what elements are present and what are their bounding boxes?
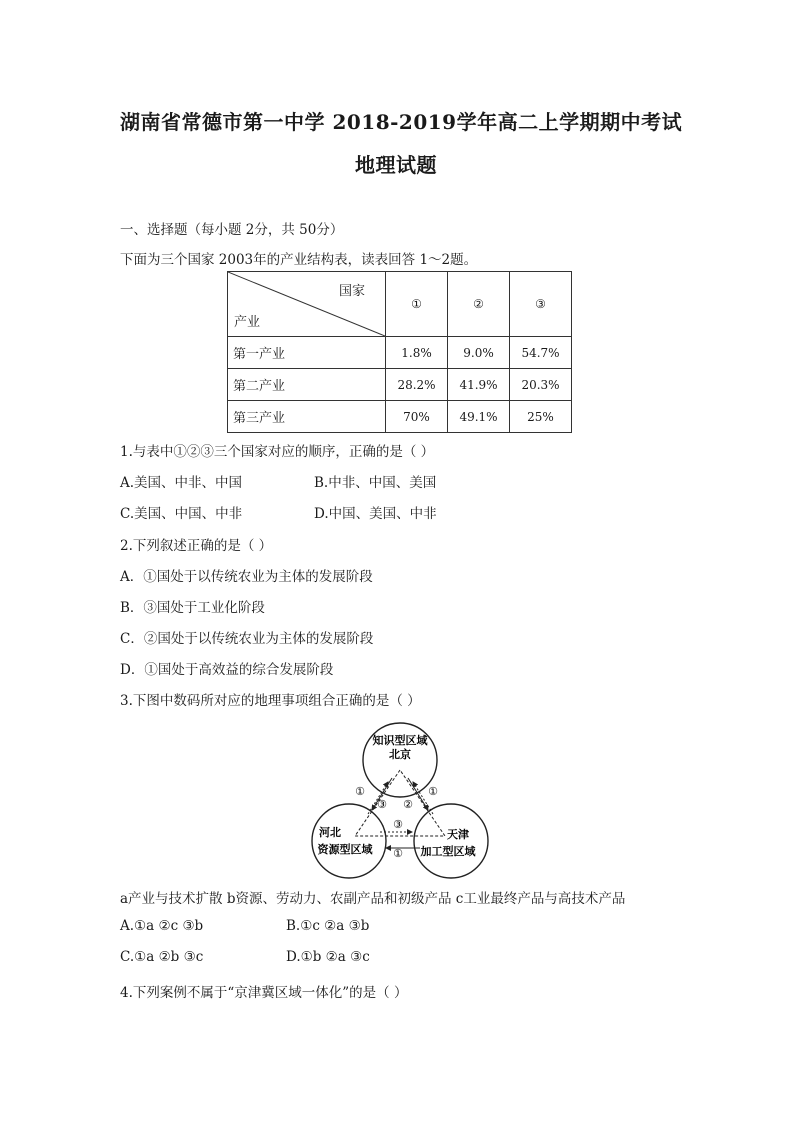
right-region-name: 天津: [447, 828, 469, 841]
table-row: [228, 337, 572, 369]
question-1-option-c: C.美国、中国、中非: [120, 506, 243, 522]
resource-region-circle: [312, 804, 386, 878]
table-intro: 下面为三个国家 2003年的产业结构表，读表回答 1～2题。: [120, 252, 478, 268]
flow-number: ②: [403, 798, 413, 811]
flow-number: ①: [428, 785, 438, 798]
question-1-option-a: A.美国、中非、中国: [120, 475, 243, 491]
page-title-line1: 湖南省常德市第一中学 2018-2019学年高二上学期期中考试: [120, 110, 683, 134]
question-3-option-a: A.①a ②c ③b: [120, 918, 204, 934]
question-1-option-d: D.中国、美国、中非: [314, 506, 437, 522]
question-4-stem: 4.下列案例不属于“京津冀区域一体化”的是（ ）: [120, 985, 408, 1001]
table-cell: 54.7%: [510, 337, 572, 369]
table-cell: 70%: [386, 401, 448, 433]
table-row: [228, 401, 572, 433]
table-cell: 25%: [510, 401, 572, 433]
question-2-option-c: C．②国处于以传统农业为主体的发展阶段: [120, 631, 374, 647]
flow-number: ①: [393, 847, 403, 860]
industry-structure-table: [227, 271, 572, 433]
corner-industry-label: 产业: [234, 315, 261, 330]
flow-number: ③: [377, 798, 387, 811]
flow-number: ③: [393, 818, 403, 831]
question-3-legend: a产业与技术扩散 b资源、劳动力、农副产品和初级产品 c工业最终产品与高技术产品: [120, 891, 626, 907]
table-cell: 9.0%: [448, 337, 510, 369]
question-1-option-b: B.中非、中国、美国: [314, 475, 437, 491]
table-cell: 1.8%: [386, 337, 448, 369]
flow-number: ①: [355, 785, 365, 798]
right-region-label: 加工型区域: [420, 845, 476, 858]
question-3-option-d: D.①b ②a ③c: [286, 949, 370, 965]
table-cell: 20.3%: [510, 369, 572, 401]
table-header-row: [228, 272, 572, 337]
section-heading: 一、选择题（每小题 2分，共 50分）: [120, 222, 344, 238]
processing-region-circle: [414, 804, 488, 878]
question-2-option-d: D．①国处于高效益的综合发展阶段: [120, 662, 334, 678]
left-region-name: 河北: [319, 826, 341, 839]
question-2-stem: 2.下列叙述正确的是（ ）: [120, 538, 273, 554]
column-header: ③: [510, 272, 572, 337]
left-region-label: 资源型区域: [317, 843, 373, 856]
table-cell: 49.1%: [448, 401, 510, 433]
question-2-option-b: B．③国处于工业化阶段: [120, 600, 265, 616]
column-header: ②: [448, 272, 510, 337]
table-row: [228, 369, 572, 401]
table-corner-cell: [228, 272, 386, 337]
row-label: 第一产业: [228, 337, 386, 369]
regional-relationship-diagram: [300, 718, 500, 878]
row-label: 第二产业: [228, 369, 386, 401]
column-header: ①: [386, 272, 448, 337]
corner-country-label: 国家: [338, 284, 365, 299]
question-3-option-b: B.①c ②a ③b: [286, 918, 370, 934]
page-title-line2: 地理试题: [355, 153, 437, 177]
table-cell: 41.9%: [448, 369, 510, 401]
top-region-label: 知识型区域: [372, 734, 428, 747]
row-label: 第三产业: [228, 401, 386, 433]
question-2-option-a: A．①国处于以传统农业为主体的发展阶段: [120, 569, 373, 585]
table-cell: 28.2%: [386, 369, 448, 401]
top-region-name: 北京: [389, 748, 411, 761]
question-1-stem: 1.与表中①②③三个国家对应的顺序，正确的是（ ）: [120, 444, 435, 460]
question-3-option-c: C.①a ②b ③c: [120, 949, 204, 965]
question-3-stem: 3.下图中数码所对应的地理事项组合正确的是（ ）: [120, 693, 421, 709]
